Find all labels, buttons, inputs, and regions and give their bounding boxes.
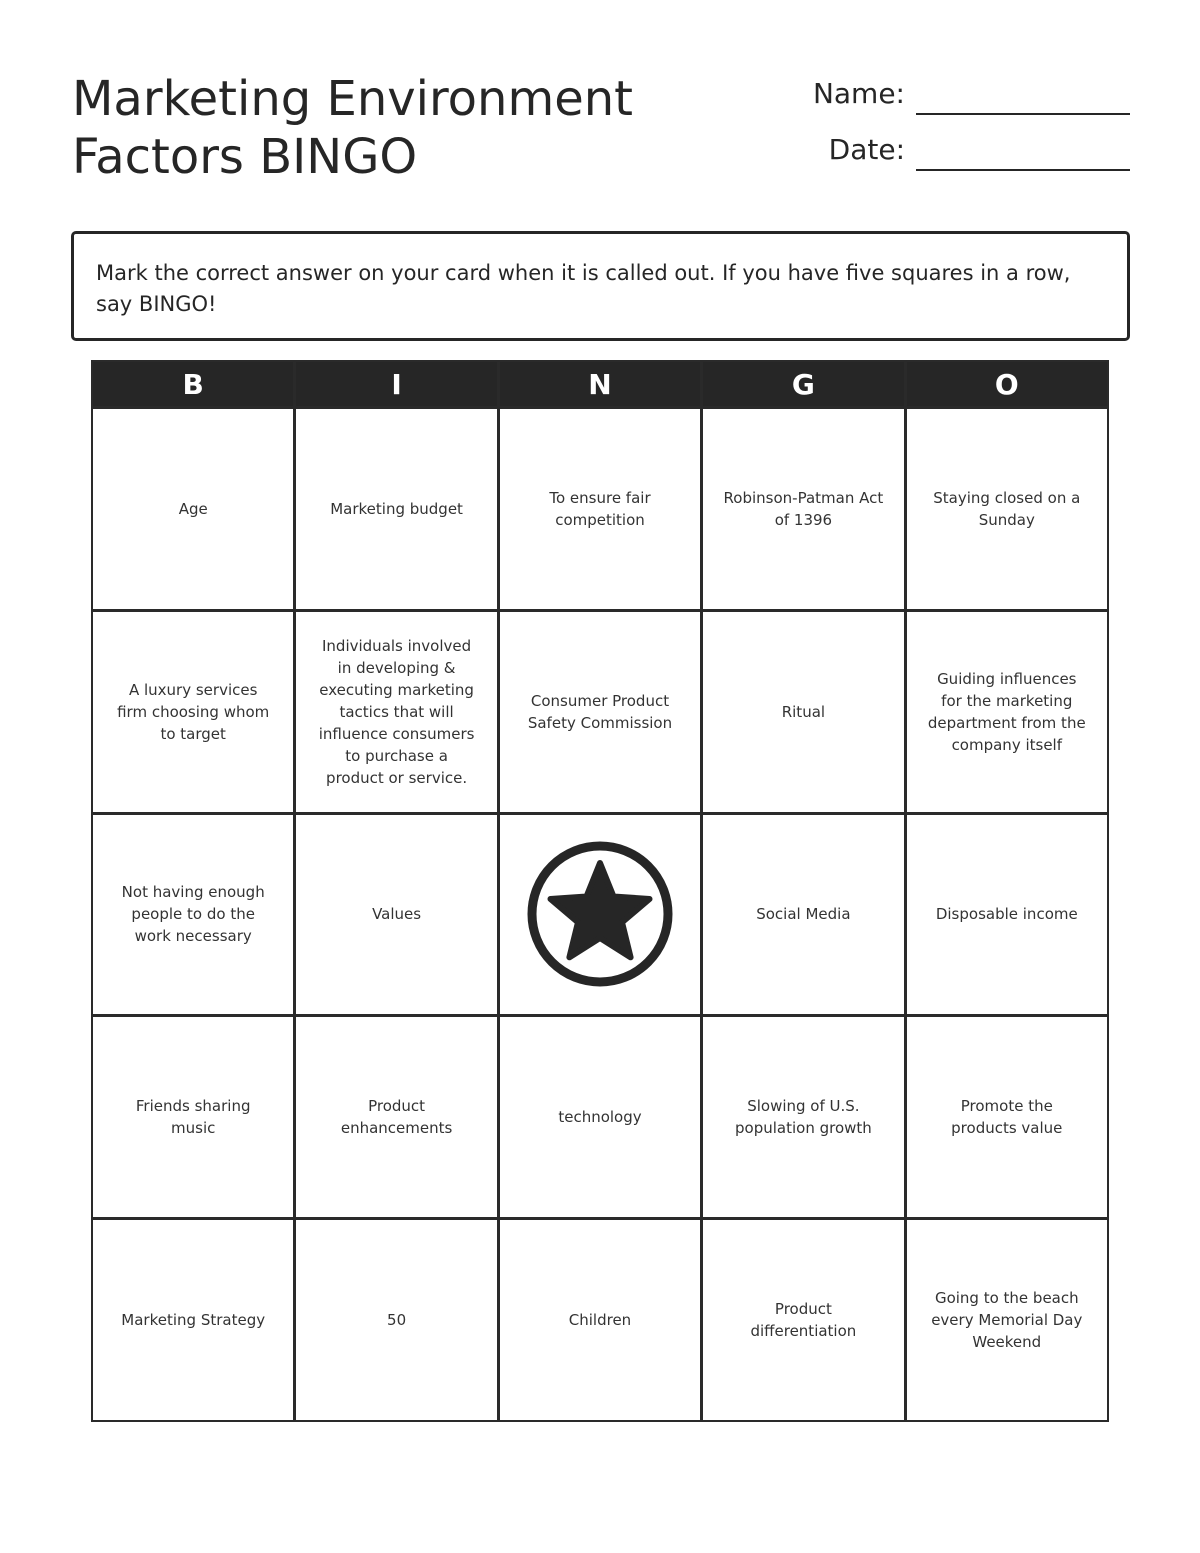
bingo-square[interactable] [93,1220,293,1420]
bingo-square[interactable] [500,1220,700,1420]
bingo-square[interactable] [907,815,1107,1015]
bingo-square[interactable] [907,1220,1107,1420]
square-text: Staying closed on a Sunday [933,488,1081,529]
bingo-square[interactable] [93,409,293,609]
free-space[interactable] [500,815,700,1015]
square-text: Robinson-Patman Act of 1396 [723,488,884,529]
square-text: Product differentiation [750,1300,857,1341]
bingo-square[interactable] [296,815,496,1015]
bingo-square[interactable] [907,409,1107,609]
square-text: Disposable income [935,905,1078,924]
date-field [800,130,1130,170]
name-field [800,74,1130,114]
worksheet-title: Marketing Environment Factors BINGO [72,71,633,185]
bingo-square[interactable] [703,1017,903,1217]
bingo-square[interactable] [296,1017,496,1217]
square-text: Marketing Strategy [121,1311,266,1330]
bingo-square[interactable] [296,612,496,812]
bingo-square[interactable] [296,1220,496,1420]
bingo-square[interactable] [500,409,700,609]
bingo-square[interactable] [500,1017,700,1217]
column-header-i: I [296,362,496,406]
square-text: Guiding influences for the marketing department from the company itself [927,669,1086,754]
instructions-box [71,231,1130,341]
bingo-square[interactable] [907,612,1107,812]
bingo-square[interactable] [907,1017,1107,1217]
bingo-square[interactable] [703,815,903,1015]
star-in-circle-icon [525,839,675,989]
square-text: technology [558,1108,642,1127]
column-header-g: G [703,362,903,406]
square-text: Product enhancements [340,1097,453,1138]
bingo-square[interactable] [703,409,903,609]
square-text: A luxury services firm choosing whom to target [117,680,270,743]
column-header-b: B [93,362,293,406]
instructions-text: Mark the correct answer on your card when it is called out. If you have five squares in a row, say BINGO! [96,261,1071,316]
square-text: Individuals involved in developing & executing marketing tactics that will influence consumers to purchase a product or service. [318,636,475,787]
square-text: Children [568,1311,632,1330]
square-text: Values [372,905,422,924]
square-text: Age [178,499,208,518]
bingo-card [91,360,1109,1422]
name-blank-line [916,113,1130,115]
square-text: 50 [387,1311,407,1330]
bingo-square[interactable] [296,409,496,609]
square-text: Not having enough people to do the work necessary [121,883,265,946]
date-blank-line [916,169,1130,171]
column-header-o: O [907,362,1107,406]
bingo-square[interactable] [93,612,293,812]
bingo-square[interactable] [703,612,903,812]
square-text: Friends sharing music [135,1097,251,1138]
bingo-square[interactable] [93,815,293,1015]
square-text: Consumer Product Safety Commission [527,691,673,732]
square-text: Slowing of U.S. population growth [735,1097,872,1138]
square-text: Social Media [756,905,851,924]
column-header-n: N [500,362,700,406]
bingo-square[interactable] [703,1220,903,1420]
square-text: Promote the products value [951,1097,1063,1138]
bingo-square[interactable] [500,612,700,812]
square-text: Marketing budget [330,499,463,518]
square-text: To ensure fair competition [549,488,651,529]
date-label: Date: [828,133,905,166]
bingo-square[interactable] [93,1017,293,1217]
square-text: Ritual [781,702,826,721]
square-text: Going to the beach every Memorial Day Weekend [931,1289,1083,1352]
name-label: Name: [812,77,905,110]
